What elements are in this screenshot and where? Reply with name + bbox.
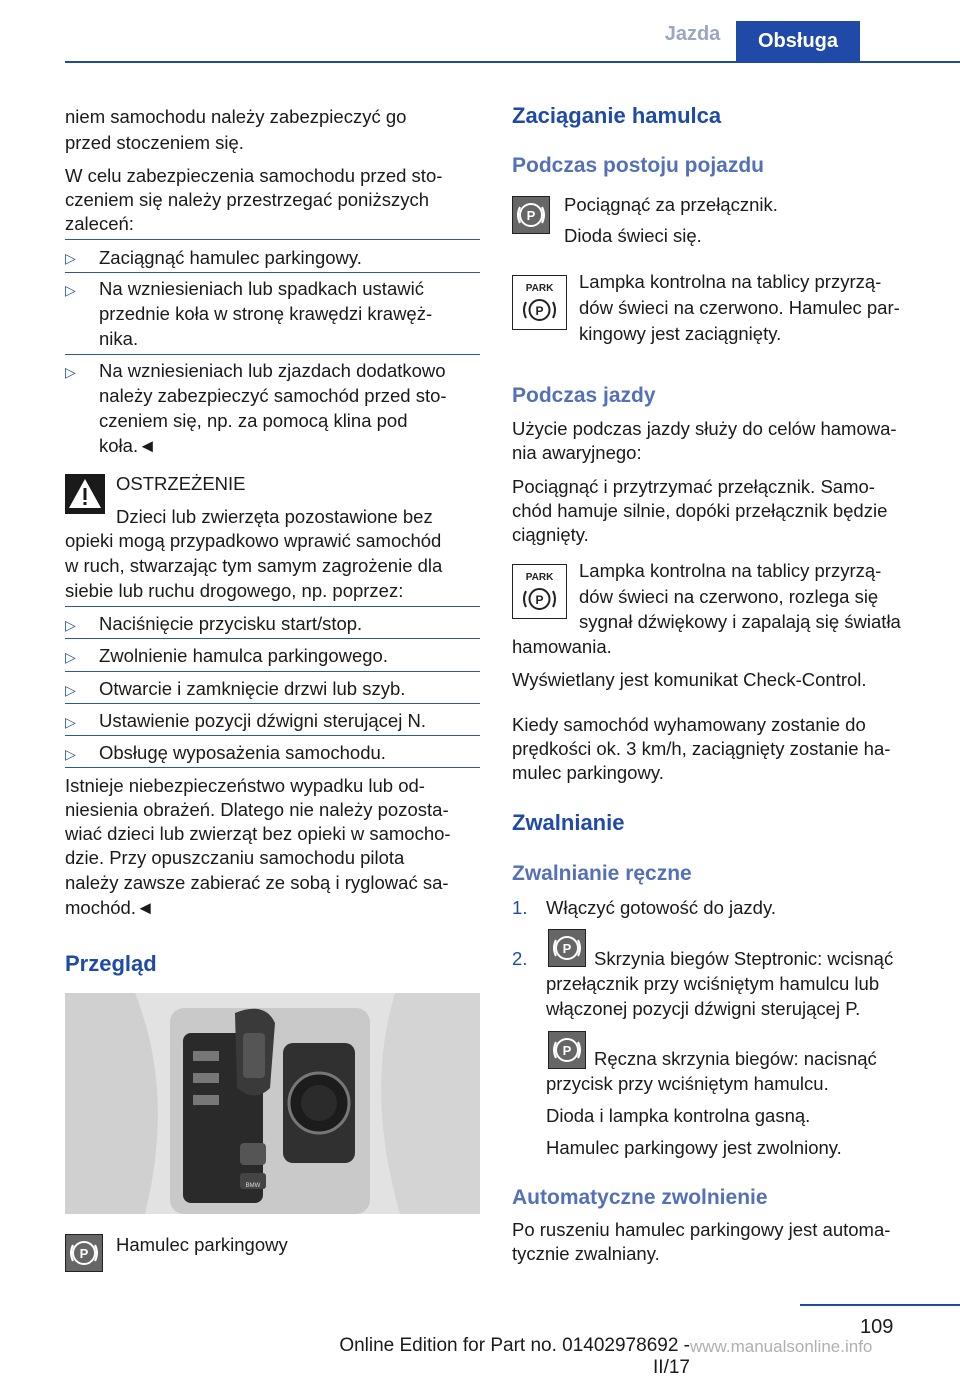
triangle-bullet-icon: ▷ — [65, 250, 76, 266]
subheading-auto: Automatyczne zwolnienie — [512, 1186, 768, 1209]
svg-text:P: P — [562, 941, 572, 956]
lamp-line: Lampka kontrolna na tablicy przyrzą‐ — [579, 560, 882, 581]
parking-brake-switch-icon — [548, 1031, 586, 1069]
list-divider — [65, 239, 480, 240]
list-divider — [65, 703, 480, 704]
list-divider — [65, 638, 480, 639]
paragraph-line: zaleceń: — [65, 213, 134, 234]
warning-line: Dzieci lub zwierzęta pozostawione bez — [116, 506, 433, 527]
warning-triangle-icon — [65, 474, 105, 514]
list-item: przednie koła w stronę krawędzi krawęż‐ — [99, 303, 433, 324]
park-indicator-lamp-icon — [512, 564, 567, 619]
section-heading-zaciaganie: Zaciąganie hamulca — [512, 103, 722, 128]
triangle-bullet-icon: ▷ — [65, 746, 76, 762]
list-item: Otwarcie i zamknięcie drzwi lub szyb. — [99, 678, 406, 699]
photo-caption: Hamulec parkingowy — [116, 1234, 288, 1255]
paragraph-line: prędkości ok. 3 km/h, zaciągnięty zostanie ha‐ — [512, 738, 891, 759]
step-line: Hamulec parkingowy jest zwolniony. — [546, 1137, 842, 1158]
step-line: Włączyć gotowość do jazdy. — [546, 897, 776, 918]
svg-text:PARK: PARK — [525, 283, 554, 294]
step-line: Ręczna skrzynia biegów: nacisnąć — [594, 1048, 877, 1069]
section-heading-przeglad: Przegląd — [65, 951, 157, 976]
triangle-bullet-icon: ▷ — [65, 617, 76, 633]
svg-text:P: P — [535, 304, 544, 318]
svg-text:P: P — [562, 1043, 572, 1058]
subheading-jazda: Podczas jazdy — [512, 384, 656, 407]
header-rule — [65, 61, 960, 63]
section-heading-zwalnianie: Zwalnianie — [512, 810, 625, 835]
subheading-postoj: Podczas postoju pojazdu — [512, 154, 765, 177]
svg-text:P: P — [526, 208, 536, 223]
svg-text:PARK: PARK — [525, 572, 554, 583]
list-divider — [65, 272, 480, 273]
instruction-line: Pociągnąć za przełącznik. — [564, 194, 778, 215]
list-item: Zaciągnąć hamulec parkingowy. — [99, 247, 362, 268]
paragraph-line: Wyświetlany jest komunikat Check-Control. — [512, 669, 867, 690]
list-item: Obsługę wyposażenia samochodu. — [99, 742, 386, 763]
warning-line: siebie lub ruchu drogowego, np. poprzez: — [65, 580, 404, 601]
parking-brake-switch-icon — [548, 929, 586, 967]
list-item: koła.◄ — [99, 435, 157, 456]
paragraph-line: chód hamuje silnie, dopóki przełącznik będzie — [512, 500, 888, 521]
step-line: przycisk przy wciśniętym hamulcu. — [546, 1073, 829, 1094]
paragraph-line: Użycie podczas jazdy służy do celów hamowa‐ — [512, 418, 897, 439]
list-divider — [65, 767, 480, 768]
edition-footer: Online Edition for Part no. 01402978692 - II/17 — [339, 1335, 690, 1378]
step-number: 1. — [512, 897, 528, 918]
paragraph-line: ciągnięty. — [512, 524, 589, 545]
step-line: włączonej pozycji dźwigni sterującej P. — [546, 998, 861, 1019]
triangle-bullet-icon: ▷ — [65, 364, 76, 380]
triangle-bullet-icon: ▷ — [65, 714, 76, 730]
list-item: Ustawienie pozycji dźwigni sterującej N. — [99, 710, 426, 731]
paragraph-line: czeniem się należy przestrzegać poniższych — [65, 189, 429, 210]
parking-brake-switch-icon — [512, 196, 550, 234]
list-item: nika. — [99, 328, 139, 349]
list-item: czeniem się, np. za pomocą klina pod — [99, 410, 408, 431]
warning-line: opieki mogą przypadkowo wprawić samochód — [65, 530, 442, 551]
lamp-line: hamowania. — [512, 636, 612, 657]
paragraph-line: tycznie zwalniany. — [512, 1243, 660, 1264]
svg-text:P: P — [79, 1246, 89, 1261]
paragraph-line: przed stoczeniem się. — [65, 132, 244, 153]
page-header — [0, 0, 960, 70]
paragraph-line: mochód.◄ — [65, 897, 155, 918]
gear-console-illustration — [65, 993, 480, 1214]
svg-text:P: P — [535, 593, 544, 607]
list-divider — [65, 735, 480, 736]
list-item: należy zabezpieczyć samochód przed sto‐ — [99, 385, 447, 406]
list-item: Zwolnienie hamulca parkingowego. — [99, 645, 388, 666]
list-divider — [65, 354, 480, 355]
step-number: 2. — [512, 948, 528, 969]
watermark: www.manualsonline.info — [690, 1337, 873, 1356]
park-indicator-lamp-icon — [512, 275, 567, 330]
list-item: Na wzniesieniach lub zjazdach dodatkowo — [99, 360, 446, 381]
paragraph-line: W celu zabezpieczenia samochodu przed sto‐ — [65, 165, 443, 186]
lamp-line: kingowy jest zaciągnięty. — [579, 323, 782, 344]
triangle-bullet-icon: ▷ — [65, 282, 76, 298]
paragraph-line: mulec parkingowy. — [512, 762, 664, 783]
triangle-bullet-icon: ▷ — [65, 649, 76, 665]
header-tab-obsluga: Obsługa — [736, 21, 860, 62]
parking-brake-switch-icon — [65, 1234, 103, 1272]
paragraph-line: wiać dzieci lub zwierząt bez opieki w samocho‐ — [65, 823, 451, 844]
paragraph-line: Pociągnąć i przytrzymać przełącznik. Samo‐ — [512, 476, 875, 497]
step-line: Skrzynia biegów Steptronic: wcisnąć — [594, 948, 894, 969]
list-item: Naciśnięcie przycisku start/stop. — [99, 613, 363, 634]
paragraph-line: niem samochodu należy zabezpieczyć go — [65, 106, 407, 127]
paragraph-line: nia awaryjnego: — [512, 442, 642, 463]
step-line: Dioda i lampka kontrolna gasną. — [546, 1105, 811, 1126]
lamp-line: dów świeci na czerwono, rozlega się — [579, 586, 879, 607]
paragraph-line: Kiedy samochód wyhamowany zostanie do — [512, 714, 866, 735]
triangle-bullet-icon: ▷ — [65, 682, 76, 698]
paragraph-line: niesienia obrażeń. Dlatego nie należy pozosta‐ — [65, 799, 449, 820]
warning-line: w ruch, stwarzając tym samym zagrożenie dla — [65, 555, 443, 576]
photo-logo-text: BMW — [245, 1183, 261, 1189]
list-divider — [65, 606, 480, 607]
paragraph-line: Istnieje niebezpieczeństwo wypadku lub od‐ — [65, 775, 425, 796]
instruction-line: Dioda świeci się. — [564, 225, 702, 246]
page-number: 109 — [860, 1316, 894, 1338]
lamp-line: Lampka kontrolna na tablicy przyrzą‐ — [579, 271, 882, 292]
step-line: przełącznik przy wciśniętym hamulcu lub — [546, 973, 880, 994]
warning-title: OSTRZEŻENIE — [116, 473, 246, 494]
paragraph-line: dzie. Przy opuszczaniu samochodu pilota — [65, 847, 405, 868]
paragraph-line: należy zawsze zabierać ze sobą i ryglować sa‐ — [65, 872, 449, 893]
footer-rule — [800, 1304, 960, 1306]
lamp-line: dów świeci na czerwono. Hamulec par‐ — [579, 297, 900, 318]
paragraph-line: Po ruszeniu hamulec parkingowy jest automa‐ — [512, 1219, 891, 1240]
lamp-line: sygnał dźwiękowy i zapalają się światła — [579, 611, 901, 632]
list-item: Na wzniesieniach lub spadkach ustawić — [99, 278, 424, 299]
list-divider — [65, 671, 480, 672]
console-photo — [65, 993, 480, 1214]
header-tab-jazda: Jazda — [664, 23, 721, 45]
subheading-reczne: Zwalnianie ręczne — [512, 862, 692, 885]
